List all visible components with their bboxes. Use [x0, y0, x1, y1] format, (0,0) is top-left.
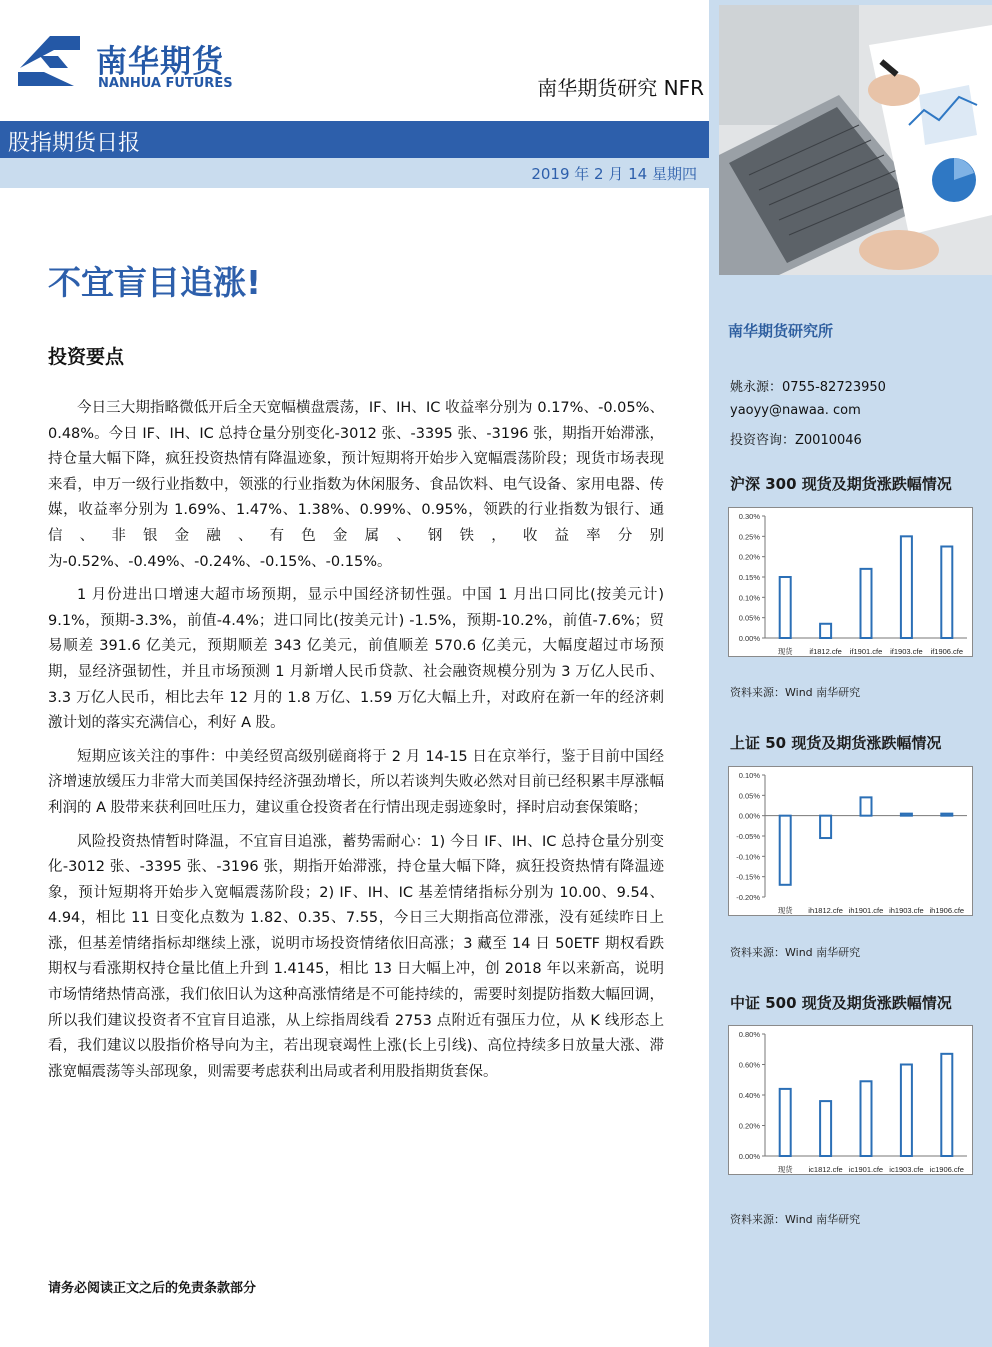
- y-tick-label: 0.40%: [738, 1091, 760, 1100]
- y-tick-label: 0.05%: [738, 791, 760, 801]
- x-tick-label: ic1903.cfe: [889, 1165, 924, 1174]
- x-tick-label: ih1901.cfe: [848, 906, 884, 915]
- report-category-bar: [0, 121, 709, 158]
- bar: [780, 1089, 791, 1156]
- brand-name-cn: 南华期货: [96, 44, 224, 80]
- x-tick-label: ic1901.cfe: [848, 1165, 884, 1174]
- x-tick-label: if1812.cfe: [809, 647, 842, 656]
- bar: [820, 816, 831, 838]
- y-tick-label: 0.60%: [738, 1060, 760, 1070]
- paragraph: 短期应该关注的事件：中美经贸高级别磋商将于 2 月 14-15 日在京举行，鉴于目前中国经济增速放缓压力非常大而美国保持经济强劲增长，所以若谈判失败必然对目前已经积累丰厚涨幅利润的 A 股带来获利回吐压力，建议重仓投资者在行情出现走弱迹象时，择时启动套保策略；: [48, 748, 664, 816]
- bar: [820, 624, 831, 638]
- chart-title: 沪深 300 现货及期货涨跌幅情况: [730, 475, 952, 493]
- y-tick-label: 0.20%: [738, 552, 760, 562]
- y-tick-label: 0.30%: [738, 512, 760, 521]
- y-tick-label: 0.25%: [738, 532, 760, 542]
- x-tick-label: ic1906.cfe: [929, 1165, 964, 1174]
- bar: [941, 1054, 952, 1156]
- source-note: 资料来源：Wind 南华研究: [730, 686, 861, 699]
- source-note: 资料来源：Wind 南华研究: [730, 946, 861, 959]
- bar: [780, 577, 791, 638]
- y-tick-label: 0.00%: [738, 634, 760, 643]
- paragraph: 1 月份进出口增速大超市场预期，显示中国经济韧性强。中国 1 月出口同比(按美元计) 9.1%，预期-3.3%，前值-4.4%；进口同比(按美元计) -1.5%，预期-10.2%，前值-7.6%；贸易顺差 391.6 亿美元，预期顺差 343 亿美元，前值顺差 570.6 亿美元，大幅度超过市场预期，显经济强韧性，并且市场预测 1 月新增人民币贷款、社会融资规模分别为 3 万亿人民币、3.3 万亿人民币，相比去年 12 月的 1.8 万亿、1.59 万亿大幅上升，对政府在新一年的经济刺激计划的落实充满信心，利好 A 股。: [48, 587, 664, 732]
- analyst-email[interactable]: yaoyy@nawaa. com: [730, 403, 861, 418]
- paragraph: 风险投资热情暂时降温，不宜盲目追涨，蓄势需耐心：1) 今日 IF、IH、IC 总持仓量分别变化-3012 张、-3395 张、-3196 张，期指开始滞涨，持仓量大幅下降，疯狂投资热情有降温迹象，预计短期将开始步入宽幅震荡阶段；2) IF、IH、IC 基差情绪指标分别为 10.00、9.54、4.94，相比 11 日变化点数为 1.82、0.35、7.55，今日三大期指高位滞涨，没有延续昨日上涨，但基差情绪指标却继续上涨，说明市场投资情绪依旧高涨；3 藏至 14 日 50ETF 期权看跌期权与看涨期权持仓量比值上升到 1.4145，相比 13 日大幅上冲，创 2018 年以来新高，说明市场情绪热情高涨，我们依旧认为这种高涨情绪是不可能持续的，需要时刻提防指数大幅回调，所以我们建议投资者不宜盲目追涨，从上综指周线看 2753 点附近有强压力位，从 K 线形态上看，我们建议以股指价格导向为主，若出现衰竭性上涨(长上引线)、高位持续多日放量大涨、滞涨宽幅震荡等头部现象，则需要考虑获利出局或者利用股指期货套保。: [48, 833, 664, 1080]
- y-tick-label: 0.00%: [738, 811, 760, 821]
- y-tick-label: 0.00%: [738, 1152, 760, 1161]
- x-tick-label: if1903.cfe: [890, 647, 923, 656]
- y-tick-label: -0.15%: [736, 872, 760, 882]
- y-tick-label: 0.05%: [738, 613, 760, 623]
- y-tick-label: -0.10%: [736, 852, 760, 862]
- x-tick-label: if1906.cfe: [930, 647, 964, 656]
- x-tick-label: ic1812.cfe: [808, 1165, 843, 1174]
- chart-hs300: [728, 507, 973, 657]
- y-tick-label: 0.20%: [738, 1121, 760, 1131]
- paragraph: 今日三大期指略微低开后全天宽幅横盘震荡，IF、IH、IC 收益率分别为 0.17%、-0.05%、0.48%。今日 IF、IH、IC 总持仓量分别变化-3012 张、-3395 张、-3196 张，期指开始滞涨，持仓量大幅下降，疯狂投资热情有降温迹象，预计短期将开始步入宽幅震荡阶段；现货市场表现来看，申万一级行业指数中，领涨的行业指数为休闲服务、食品饮料、电气设备、家用电器、传媒，收益率分别为 1.69%、1.47%、1.38%、0.99%、0.95%，领跌的行业指数为银行、通信、非银金融、有色金属、钢铁，收益率分别为-0.52%、-0.49%、-0.24%、-0.15%、-0.15%。: [48, 400, 664, 570]
- chart-zz500: [728, 1025, 973, 1175]
- bar: [820, 1101, 831, 1156]
- source-note: 资料来源：Wind 南华研究: [730, 1213, 861, 1226]
- hero-photo: [719, 5, 992, 275]
- chart-sz50: [728, 766, 973, 916]
- x-tick-label: ih1903.cfe: [889, 906, 924, 915]
- chart-title: 上证 50 现货及期货涨跌幅情况: [730, 734, 942, 752]
- bar: [861, 797, 872, 815]
- y-tick-label: -0.20%: [736, 893, 760, 902]
- bar: [941, 547, 952, 639]
- bar: [941, 814, 952, 816]
- bar: [901, 536, 912, 638]
- report-title: 不宜盲目追涨!: [48, 263, 262, 302]
- bar: [901, 814, 912, 816]
- bar: [861, 569, 872, 638]
- x-tick-label: 现货: [777, 1165, 793, 1174]
- x-tick-label: ih1906.cfe: [929, 906, 965, 915]
- research-label: 南华期货研究 NFR: [537, 76, 704, 100]
- bar: [901, 1065, 912, 1157]
- x-tick-label: if1901.cfe: [849, 647, 883, 656]
- x-tick-label: 现货: [777, 906, 793, 915]
- y-tick-label: -0.05%: [736, 832, 760, 841]
- y-tick-label: 0.10%: [738, 771, 760, 780]
- brand-name-en: NANHUA FUTURES: [98, 76, 233, 91]
- analyst-phone: 姚永源：0755-82723950: [730, 380, 886, 395]
- report-body: [48, 396, 664, 1093]
- date-bar: [0, 158, 709, 188]
- y-tick-label: 0.80%: [738, 1030, 760, 1039]
- report-date: 2019 年 2 月 14 星期四: [531, 165, 697, 183]
- nanhua-logo: [14, 30, 84, 92]
- x-tick-label: 现货: [777, 647, 793, 656]
- section-heading: 投资要点: [48, 346, 125, 368]
- report-category: 股指期货日报: [8, 131, 141, 156]
- x-tick-label: ih1812.cfe: [808, 906, 843, 915]
- bar: [861, 1081, 872, 1156]
- research-institute: 南华期货研究所: [728, 322, 834, 340]
- y-tick-label: 0.10%: [738, 593, 760, 603]
- chart-title: 中证 500 现货及期货涨跌幅情况: [730, 994, 952, 1012]
- y-tick-label: 0.15%: [738, 573, 760, 582]
- bar: [780, 816, 791, 885]
- disclaimer-note: 请务必阅读正文之后的免责条款部分: [48, 1281, 257, 1296]
- analyst-license: 投资咨询：Z0010046: [730, 433, 862, 448]
